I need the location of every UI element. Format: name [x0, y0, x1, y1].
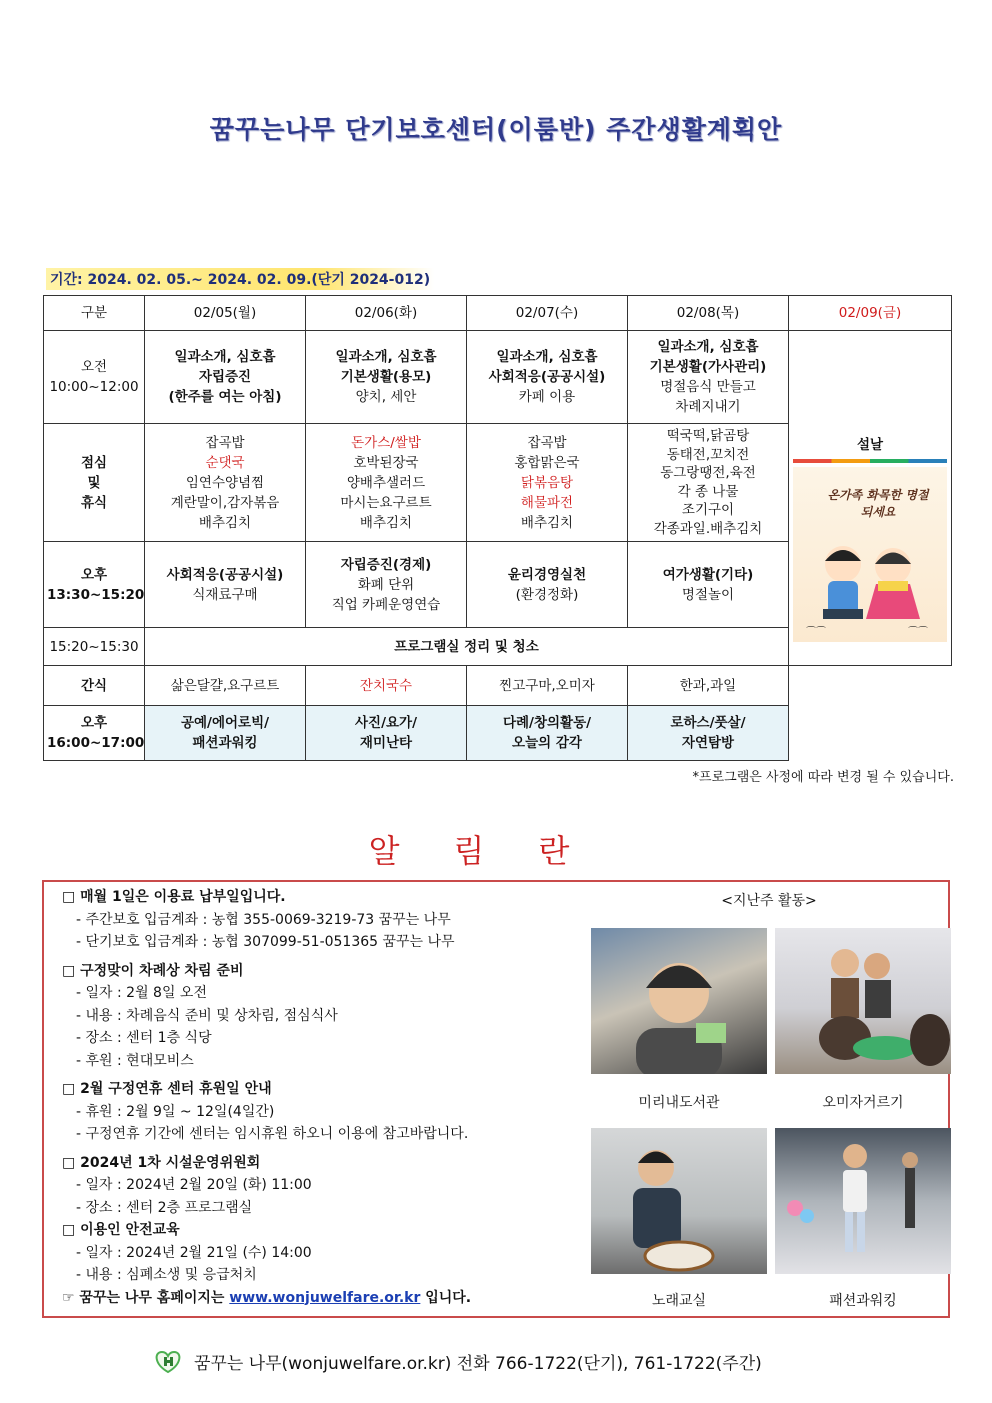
cell-line: 다례/창의활동/ — [502, 715, 592, 731]
cell-line: 자립증진(경제) — [340, 556, 432, 573]
menu-item: 양배추샐러드 — [346, 474, 426, 491]
homepage-line — [62, 1287, 602, 1310]
photos-title: <지난주 활동> — [721, 893, 817, 909]
cell-line: 기본생활(가사관리) — [649, 359, 767, 375]
menu-item: 조기구이 — [681, 502, 735, 518]
tree-logo-icon — [152, 1348, 184, 1374]
notice-box — [42, 880, 950, 1318]
notice-item: - 장소 : 센터 2층 프로그램실 — [76, 1199, 253, 1216]
menu-item: 잡곡밥 — [205, 434, 245, 451]
row-label — [44, 706, 145, 761]
cell-line: 재미난타 — [359, 735, 413, 751]
photo-caption: 오미자거르기 — [822, 1095, 904, 1111]
menu-item: 각종과일.배추김치 — [653, 520, 763, 537]
notice-heading: □ 이용인 안전교육 — [62, 1222, 180, 1238]
cell-line: 화폐 단위 — [357, 576, 415, 593]
menu-item: 각 종 나물 — [677, 483, 739, 500]
menu-item: 배추김치 — [359, 514, 413, 531]
menu-item: 해물파전 — [520, 494, 574, 511]
schedule-cell — [145, 331, 306, 424]
homepage-suffix: 입니다. — [420, 1289, 472, 1306]
cell-line: 자립증진 — [198, 369, 252, 385]
schedule-cell — [306, 331, 467, 424]
footer — [152, 1348, 762, 1374]
cell-line: 차례지내기 — [675, 399, 741, 415]
notice-item: - 일자 : 2월 8일 오전 — [76, 985, 207, 1001]
snack-cell: 찐고구마,오미자 — [467, 666, 628, 706]
notice-heading: □ 2월 구정연휴 센터 휴원일 안내 — [62, 1081, 272, 1097]
menu-cell — [306, 424, 467, 542]
notice-item: - 단기보호 입금계좌 : 농협 307099-51-051365 꿈꾸는 나무 — [76, 934, 455, 950]
person-photo-icon — [591, 928, 767, 1074]
schedule-cell — [306, 542, 467, 628]
photo-caption: 패션과워킹 — [829, 1293, 897, 1309]
schedule-cell — [467, 542, 628, 628]
cell-line: 카페 이용 — [518, 389, 576, 405]
snack-cell: 잔치국수 — [306, 666, 467, 706]
menu-item: 배추김치 — [520, 514, 574, 531]
menu-item: 호박된장국 — [353, 454, 419, 471]
notice-item: - 후원 : 현대모비스 — [76, 1052, 194, 1069]
snack-cell: 한과,과일 — [628, 666, 789, 706]
weekly-schedule-table — [43, 295, 952, 761]
cell-line: 식재료구매 — [192, 586, 258, 603]
cell-line: 양치, 세안 — [355, 389, 417, 405]
cell-line: 여가생활(기타) — [662, 566, 754, 583]
cell-line: 오늘의 감각 — [512, 735, 582, 751]
notice-item: - 일자 : 2024년 2월 21일 (수) 14:00 — [76, 1244, 312, 1261]
day-header: 02/06(화) — [306, 296, 467, 331]
photo-library — [591, 928, 767, 1074]
photo-fashion — [775, 1128, 951, 1274]
menu-cell — [145, 424, 306, 542]
cell-line: 명절음식 만들고 — [660, 379, 756, 395]
cell-line: 사회적응(공공시설) — [488, 369, 606, 385]
cell-line: 일과소개, 심호흡 — [335, 349, 437, 365]
program-cell — [306, 706, 467, 761]
table-header-row — [44, 296, 952, 331]
menu-item: 순댓국 — [205, 454, 245, 471]
holiday-illustration — [793, 467, 947, 642]
row-label-text: 및 — [87, 474, 101, 491]
schedule-cell — [467, 331, 628, 424]
day-header: 02/08(목) — [628, 296, 789, 331]
menu-item: 떡국떡,닭곰탕 — [666, 428, 750, 444]
homepage-link[interactable]: www.wonjuwelfare.or.kr — [229, 1289, 421, 1306]
menu-item: 배추김치 — [198, 514, 252, 531]
holiday-stripe — [793, 459, 947, 463]
svg-text:⌒⌒: ⌒⌒ — [806, 627, 826, 638]
notice-item: - 일자 : 2024년 2월 20일 (화) 11:00 — [76, 1177, 312, 1193]
row-label-time: 16:00~17:00 — [47, 735, 145, 751]
schedule-cell — [628, 542, 789, 628]
day-header: 02/07(수) — [467, 296, 628, 331]
menu-item: 닭볶음탕 — [520, 474, 574, 491]
cell-line: 명절놀이 — [681, 586, 735, 603]
cell-line: 일과소개, 심호흡 — [496, 349, 598, 365]
notice-item: - 휴원 : 2월 9일 ~ 12일(4일간) — [76, 1103, 275, 1120]
homepage-prefix: ☞ 꿈꾸는 나무 홈페이지는 — [62, 1289, 230, 1306]
notice-item: - 장소 : 센터 1층 식당 — [76, 1030, 212, 1046]
holiday-greeting-text: 온가족 화목한 명절되세요 — [827, 488, 929, 519]
program-cell — [145, 706, 306, 761]
people-working-icon — [775, 928, 951, 1074]
photo-singing — [591, 1128, 767, 1274]
menu-item: 마시는요구르트 — [340, 494, 432, 511]
table-row-morning — [44, 331, 952, 424]
holiday-label: 설날 — [856, 437, 884, 453]
menu-item: 계란말이,감자볶음 — [170, 494, 280, 511]
holiday-cell — [789, 331, 952, 666]
cell-line: 로하스/풋살/ — [670, 715, 746, 731]
svg-text:⌒⌒: ⌒⌒ — [908, 627, 928, 638]
cleanup-cell: 프로그램실 정리 및 청소 — [145, 628, 789, 666]
row-label-text: 오전 — [80, 359, 108, 375]
menu-cell — [628, 424, 789, 542]
cell-line: (환경정화) — [515, 586, 579, 603]
menu-item: 동그랑땡전,육전 — [660, 465, 756, 481]
row-label — [44, 424, 145, 542]
cell-line: 기본생활(용모) — [340, 369, 432, 385]
photo-caption: 미리내도서관 — [638, 1095, 720, 1111]
notice-list — [62, 886, 602, 1309]
menu-item: 홍합맑은국 — [514, 454, 580, 471]
person-walking-icon — [775, 1128, 951, 1274]
notice-heading: □ 구정맞이 차례상 차림 준비 — [62, 962, 244, 979]
cell-line: 사진/요가/ — [354, 715, 418, 731]
photo-caption: 노래교실 — [651, 1293, 707, 1309]
person-drum-icon — [591, 1128, 767, 1274]
row-label — [44, 542, 145, 628]
cell-line: 사회적응(공공시설) — [166, 566, 284, 583]
row-label-text: 휴식 — [80, 494, 108, 511]
menu-item: 동태전,꼬치전 — [666, 446, 750, 463]
row-label — [44, 331, 145, 424]
cell-line: 공예/에어로빅/ — [180, 715, 270, 731]
photo-omija — [775, 928, 951, 1074]
cell-line: 직업 카페운영연습 — [331, 596, 441, 613]
corner-cell: 구분 — [44, 296, 145, 331]
notice-title: 알림란 — [368, 832, 624, 870]
page-title: 꿈꾸는나무 단기보호센터(이룸반) 주간생활계획안 — [209, 115, 783, 144]
program-cell — [628, 706, 789, 761]
cell-line: 일과소개, 심호흡 — [657, 339, 759, 355]
children-hanbok-icon — [798, 539, 948, 639]
cell-line: 패션과워킹 — [192, 735, 258, 751]
row-label: 간식 — [44, 666, 145, 706]
menu-item: 잡곡밥 — [527, 434, 567, 451]
row-label-text: 오후 — [80, 566, 108, 583]
footer-text: 꿈꾸는 나무(wonjuwelfare.or.kr) 전화 766-1722(단기), 761-1722(주간) — [194, 1353, 762, 1374]
row-label-time: 10:00~12:00 — [49, 379, 139, 395]
notice-heading: □ 2024년 1차 시설운영위원회 — [62, 1154, 261, 1171]
notice-item: - 내용 : 차례음식 준비 및 상차림, 점심식사 — [76, 1007, 338, 1024]
snack-cell: 삶은달걀,요구르트 — [145, 666, 306, 706]
menu-item: 임연수양념찜 — [185, 474, 265, 491]
cell-line: 일과소개, 심호흡 — [174, 349, 276, 365]
menu-cell — [467, 424, 628, 542]
row-label-text: 오후 — [80, 715, 108, 731]
program-cell — [467, 706, 628, 761]
day-header-holiday: 02/09(금) — [789, 296, 952, 331]
notice-item: - 주간보호 입금계좌 : 농협 355-0069-3219-73 꿈꾸는 나무 — [76, 911, 451, 928]
day-header: 02/05(월) — [145, 296, 306, 331]
notice-item: - 구정연휴 기간에 센터는 임시휴원 하오니 이용에 참고바랍니다. — [76, 1126, 469, 1142]
cell-line: 자연탐방 — [681, 735, 735, 751]
row-label: 15:20~15:30 — [44, 628, 145, 666]
table-row-late — [44, 706, 952, 761]
row-label-text: 점심 — [80, 454, 108, 471]
table-note: *프로그램은 사정에 따라 변경 될 수 있습니다. — [692, 770, 954, 785]
menu-item: 돈가스/쌀밥 — [351, 434, 421, 451]
cell-line: (한주를 여는 아침) — [168, 389, 282, 405]
empty-cell — [789, 706, 952, 761]
notice-item: - 내용 : 심폐소생 및 응급처치 — [76, 1267, 257, 1283]
schedule-cell — [628, 331, 789, 424]
notice-heading: □ 매월 1일은 이용료 납부일입니다. — [62, 889, 286, 905]
empty-cell — [789, 666, 952, 706]
schedule-cell — [145, 542, 306, 628]
period-label: 기간: 2024. 02. 05.~ 2024. 02. 09.(단기 2024-012) — [46, 268, 434, 290]
cell-line: 윤리경영실천 — [507, 566, 587, 583]
table-row-snack — [44, 666, 952, 706]
row-label-time: 13:30~15:20 — [47, 586, 145, 603]
